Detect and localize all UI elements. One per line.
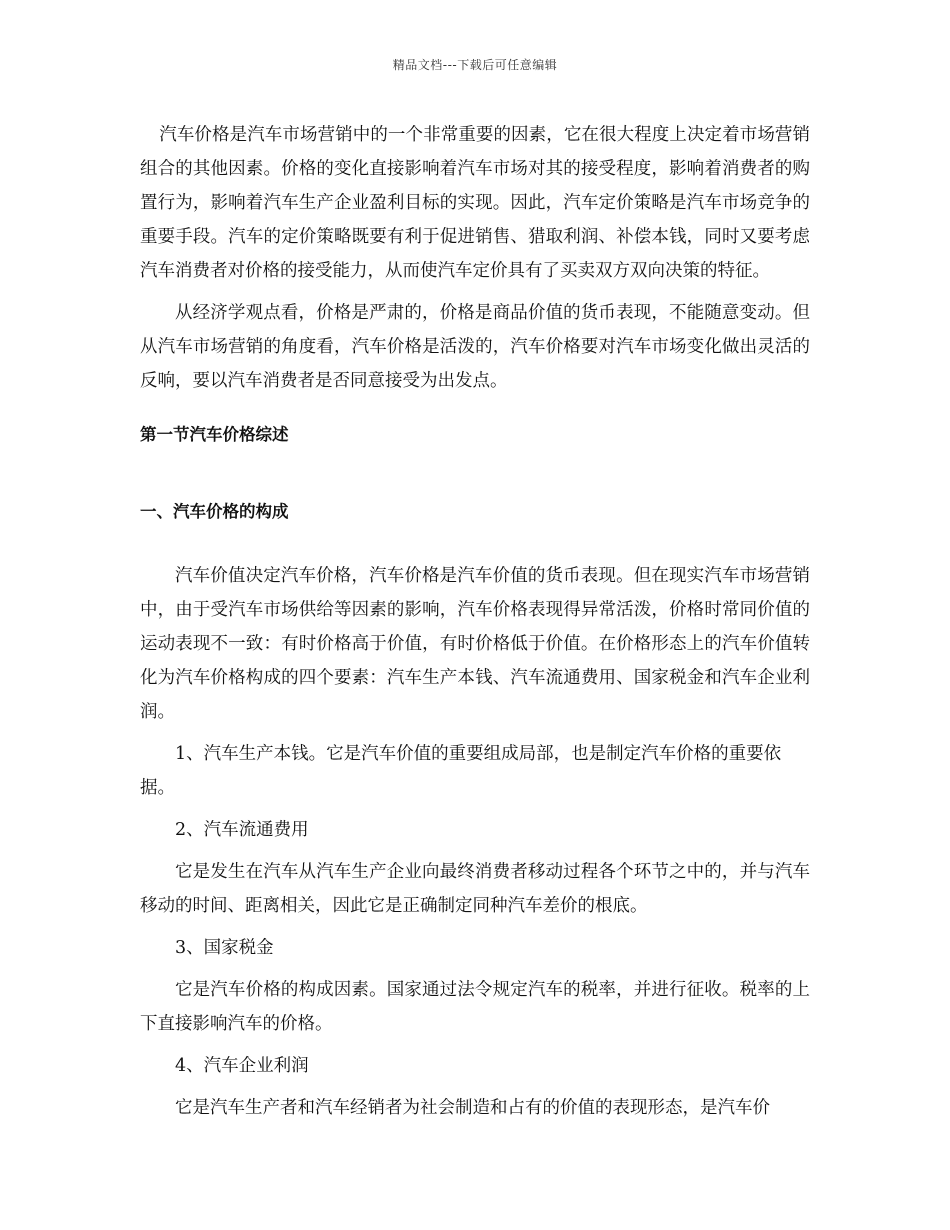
item-2-title: 2、汽车流通费用 bbox=[175, 820, 309, 840]
item-1-production-cost: 1、汽车生产本钱。它是汽车价值的重要组成局部，也是制定汽车价格的重要依据。 bbox=[140, 744, 782, 798]
section-heading: 第一节汽车价格综述 bbox=[140, 425, 289, 444]
item-3-title: 3、国家税金 bbox=[175, 938, 274, 958]
item-3-body: 它是汽车价格的构成因素。国家通过法令规定汽车的税率，并进行征收。税率的上下直接影响汽车的价格。 bbox=[140, 980, 810, 1034]
page-header: 精品文档---下载后可任意编辑 bbox=[392, 58, 558, 72]
item-2-body: 它是发生在汽车从汽车生产企业向最终消费者移动过程各个环节之中的，并与汽车移动的时间、距离相关，因此它是正确制定同种汽车差价的根底。 bbox=[140, 862, 810, 916]
item-4-title: 4、汽车企业利润 bbox=[175, 1056, 309, 1076]
document-body bbox=[140, 118, 810, 1125]
composition-paragraph: 汽车价值决定汽车价格，汽车价格是汽车价值的货币表现。但在现实汽车市场营销中，由于受汽车市场供给等因素的影响，汽车价格表现得异常活泼，价格时常同价值的运动表现不一致：有时价格高于价值，有时价格低于价值。在价格形态上的汽车价值转化为汽车价格构成的四个要素：汽车生产本钱、汽车流通费用、国家税金和汽车企业利润。 bbox=[140, 566, 810, 722]
intro-paragraph-2: 从经济学观点看，价格是严肃的，价格是商品价值的货币表现，不能随意变动。但从汽车市场营销的角度看，汽车价格是活泼的，汽车价格要对汽车市场变化做出灵活的反响，要以汽车消费者是否同意接受为出发点。 bbox=[140, 303, 810, 391]
subsection-heading: 一、汽车价格的构成 bbox=[140, 502, 289, 521]
item-4-body: 它是汽车生产者和汽车经销者为社会制造和占有的价值的表现形态，是汽车价 bbox=[175, 1098, 770, 1118]
intro-paragraph-1: 汽车价格是汽车市场营销中的一个非常重要的因素，它在很大程度上决定着市场营销组合的其他因素。价格的变化直接影响着汽车市场对其的接受程度，影响着消费者的购置行为，影响着汽车生产企业盈利目标的实现。因此，汽车定价策略是汽车市场竞争的重要手段。汽车的定价策略既要有利于促进销售、猎取利润、补偿本钱，同时又要考虑汽车消费者对价格的接受能力，从而使汽车定价具有了买卖双方双向决策的特征。 bbox=[140, 125, 810, 281]
